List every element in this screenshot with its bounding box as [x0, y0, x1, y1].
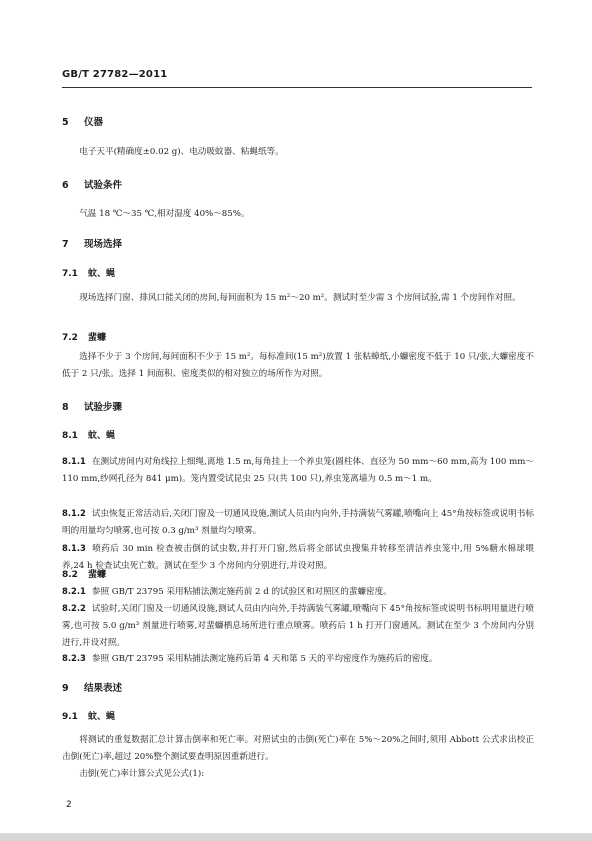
section-6-body: 气温 18 ℃～35 ℃,相对湿度 40%～85%。 — [79, 209, 250, 219]
section-title: 蚊、蝇 — [88, 431, 116, 441]
clause-8-2-2 — [62, 600, 534, 652]
section-title: 蜚蠊 — [88, 570, 107, 580]
section-number: 8.2 — [62, 570, 78, 580]
section-title: 现场选择 — [84, 239, 123, 250]
clause-number: 8.1.3 — [62, 543, 86, 553]
section-6-heading — [62, 180, 534, 192]
section-7-2-body: 选择不少于 3 个房间,每间面积不少于 15 m²。每标准间(15 m²)放置 1 张粘蟑纸,小蠊密度不低于 10 只/张,大蠊密度不低于 2 只/张。选择 1 间面积、密度类似的相对独立的场所作为对照。 — [62, 352, 534, 379]
bottom-edge-bar — [0, 833, 592, 841]
section-title: 结果表述 — [84, 683, 123, 694]
clause-text: 参照 GB/T 23795 采用粘捕法测定施药前 2 d 的试验区和对照区的蜚蠊密度。 — [91, 587, 392, 597]
section-number: 7.1 — [62, 269, 78, 279]
section-title: 试验条件 — [84, 180, 123, 191]
formula-intro: 击倒(死亡)率计算公式见公式(1): — [79, 769, 205, 779]
section-title: 试验步骤 — [84, 402, 123, 413]
section-7-1-body: 现场选择门窗、排风口能关闭的房间,每间面积为 15 m²～20 m²。测试时至少需 3 个房间试验,需 1 个房间作对照。 — [79, 293, 521, 303]
section-5-body: 电子天平(精确度±0.02 g)、电动吸蚊器、粘蝇纸等。 — [79, 147, 284, 157]
section-number: 7.2 — [62, 333, 78, 343]
section-title: 蚊、蝇 — [88, 712, 116, 722]
section-7-1-heading — [62, 268, 534, 280]
clause-8-2-3 — [62, 650, 534, 668]
clause-number: 8.2.3 — [62, 653, 86, 663]
clause-8-2-1 — [62, 583, 534, 601]
section-7-heading — [62, 239, 534, 251]
clause-number: 8.2.1 — [62, 586, 86, 596]
clause-number: 8.2.2 — [62, 603, 86, 613]
clause-number: 8.1.2 — [62, 508, 86, 518]
section-9-1-body: 将测试的重复数据汇总计算击倒率和死亡率。对照试虫的击倒(死亡)率在 5%～20%之间时,须用 Abbott 公式求出校正击倒(死亡)率,超过 20%整个测试要查明原因重新进行。 — [62, 735, 534, 762]
section-title: 蜚蠊 — [88, 333, 107, 343]
section-9-1-heading — [62, 711, 534, 723]
section-title: 仪器 — [84, 117, 104, 128]
clause-text: 试验时,关闭门窗及一切通风设施,测试人员由内向外,手持满装气雾罐,喷嘴向下 45°角按标签或说明书标明用量进行喷雾,也可按 5.0 g/m³ 剂量进行喷雾,对蜚蠊栖息场所进行重点喷雾。喷药后 1 h 打开门窗通风。测试在至少 3 个房间内分别进行,并设对照。 — [62, 604, 534, 648]
section-8-2-heading — [62, 569, 534, 581]
section-number: 6 — [62, 180, 69, 191]
section-number: 8.1 — [62, 431, 78, 441]
clause-text: 试虫恢复正常活动后,关闭门窗及一切通风设施,测试人员由内向外,手持满装气雾罐,喷嘴向上 45°角按标签或说明书标明的用量均匀喷雾,也可按 0.3 g/m³ 剂量均匀喷雾。 — [62, 509, 534, 536]
section-number: 9.1 — [62, 712, 78, 722]
clause-text: 喷药后 30 min 检查被击倒的试虫数,并打开门窗,然后将全部试虫搜集并转移至清洁养虫笼中,用 5%糖水棉球喂养,24 h 检查试虫死亡数。测试在至少 3 个房间内分别进行,并设对照。 — [62, 544, 534, 571]
clause-8-1-1 — [62, 453, 534, 488]
section-number: 9 — [62, 683, 69, 694]
section-8-heading — [62, 402, 534, 414]
section-title: 蚊、蝇 — [88, 269, 116, 279]
clause-text: 在测试房间内对角线拉上细绳,离地 1.5 m,每角挂上一个养虫笼(圆柱体、直径为 50 mm～60 mm,高为 100 mm～110 mm,纱网孔径为 841 μm)。笼内置受试昆虫 25 只(共 100 只),养虫笼离墙为 0.5 m～1 m。 — [62, 457, 534, 484]
section-number: 7 — [62, 239, 69, 250]
clause-8-1-2 — [62, 505, 534, 540]
header-rule — [62, 87, 532, 88]
section-number: 5 — [62, 117, 69, 128]
section-7-2-heading — [62, 332, 534, 344]
section-number: 8 — [62, 402, 69, 413]
section-9-heading — [62, 683, 534, 695]
clause-number: 8.1.1 — [62, 456, 86, 466]
page-number: 2 — [66, 800, 72, 810]
section-5-heading — [62, 117, 534, 129]
standard-code: GB/T 27782—2011 — [62, 69, 168, 80]
section-8-1-heading — [62, 430, 534, 442]
clause-text: 参照 GB/T 23795 采用粘捕法测定施药后第 4 天和第 5 天的平均密度作为施药后的密度。 — [91, 654, 438, 664]
